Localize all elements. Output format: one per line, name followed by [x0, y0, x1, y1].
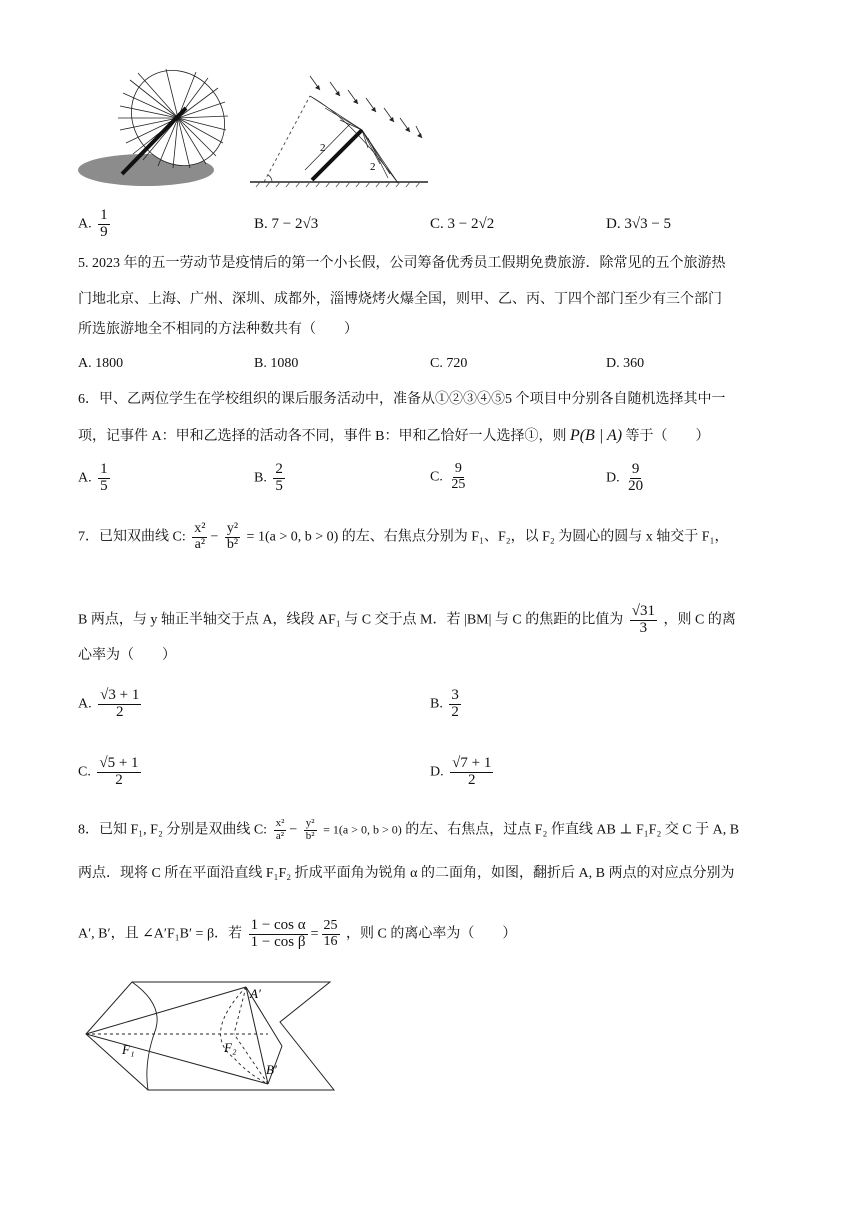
q6-option-b[interactable]: B. $\frac{2}{5}$ — [254, 461, 283, 494]
q5-option-c[interactable]: C. 720 — [430, 356, 468, 371]
q8-line-1: 8．已知 F₁, F₂ 分别是双曲线 C: $\frac{\text{x²}}{\text{a²}}$ − $\frac{\text{y²}}{\text{b²}}$ = 1(a > 0, b > 0) 的左、右焦点，过点 F₂ 作直线 AB ⊥ F₁F₂ 交 C 于 A, B — [78, 817, 740, 842]
umbrella-figure — [78, 68, 238, 193]
q7-line-1: 7．已知双曲线 C: $\frac{\text{x²}}{\text{a²}}$ − $\frac{\text{y²}}{\text{b²}}$ = 1(a > 0, b > 0) 的左、右焦点分别为 F₁、F₂，以 F₂ 为圆心的圆与 x 轴交于 F₁， — [78, 521, 729, 552]
q8-line-3: A′, B′，且 ∠A′F₁B′ = β．若 $\frac{\text{1 − cos α}}{\text{1 − cos β}}$ = $\frac{25}{16}$ ，则 C 的离心率为（ ） — [78, 917, 517, 950]
q5-line-2: 门地北京、上海、广州、深圳、成都外，淄博烧烤火爆全国，则甲、乙、丙、丁四个部门至少有三个部门 — [78, 292, 722, 307]
label-f2: F₂ — [224, 1040, 237, 1055]
length-label-2: 2 — [370, 161, 376, 173]
q4-option-b[interactable]: B. 7 − 2√3 — [254, 216, 319, 232]
hyperbola-y-term: $\frac{\text{y²}}{\text{b²}}$ — [226, 521, 239, 552]
q4-option-c[interactable]: C. 3 − 2√2 — [430, 216, 495, 232]
label-b-prime: B′ — [266, 1062, 277, 1077]
conditional-probability: P(B | A) — [569, 427, 623, 444]
q7-line-3: 心率为（ ） — [78, 648, 176, 663]
q4-option-a[interactable]: A. $\frac{1}{9}$ — [78, 207, 108, 240]
length-label-1: 2 — [320, 142, 326, 154]
q6-line-1: 6．甲、乙两位学生在学校组织的课后服务活动中，准备从①②③④⑤5 个项目中分别各自随机选择其中一 — [78, 392, 726, 407]
q5-line-1: 5. 2023 年的五一劳动节是疫情后的第一个小长假，公司筹备优秀员工假期免费旅游．除常见的五个旅游热 — [78, 256, 726, 271]
q7-option-a[interactable]: A. $\frac{√3 + 1}{2}$ — [78, 687, 140, 720]
folded-hyperbola-figure — [84, 978, 340, 1096]
q7-option-c[interactable]: C. $\frac{√5 + 1}{2}$ — [78, 755, 139, 788]
label-a-prime: A′ — [250, 986, 261, 1001]
q6-option-d[interactable]: D. $\frac{9}{20}$ — [606, 461, 644, 494]
q7-line-2: B 两点，与 y 轴正半轴交于点 A，线段 AF₁ 与 C 交于点 M．若 |BM| 与 C 的焦距的比值为 $\frac{√31}{3}$ ，则 C 的离 — [78, 603, 736, 636]
q5-option-d[interactable]: D. 360 — [606, 356, 645, 371]
q4-option-d[interactable]: D. 3√3 − 5 — [606, 216, 672, 232]
q6-option-a[interactable]: A. $\frac{1}{5}$ — [78, 461, 108, 494]
q6-option-c[interactable]: C. $\frac{9}{25}$ — [430, 461, 466, 492]
q5-option-b[interactable]: B. 1080 — [254, 356, 299, 371]
q7-option-b[interactable]: B. $\frac{3}{2}$ — [430, 687, 459, 720]
label-f1: F₁ — [122, 1042, 135, 1057]
q8-line-2: 两点．现将 C 所在平面沿直线 F₁F₂ 折成平面角为锐角 α 的二面角，如图，翻折后 A, B 两点的对应点分别为 — [78, 866, 735, 881]
q6-line-2: 项，记事件 A：甲和乙选择的活动各不同，事件 B：甲和乙恰好一人选择①，则 P(B | A) 等于（ ） — [78, 427, 710, 444]
umbrella-shadow-diagram — [250, 68, 430, 193]
q7-option-d[interactable]: D. $\frac{√7 + 1}{2}$ — [430, 755, 492, 788]
q5-line-3: 所选旅游地全不相同的方法种数共有（ ） — [78, 322, 358, 337]
hyperbola-x-term: $\frac{\text{x²}}{\text{a²}}$ — [194, 521, 206, 552]
q5-option-a[interactable]: A. 1800 — [78, 356, 124, 371]
